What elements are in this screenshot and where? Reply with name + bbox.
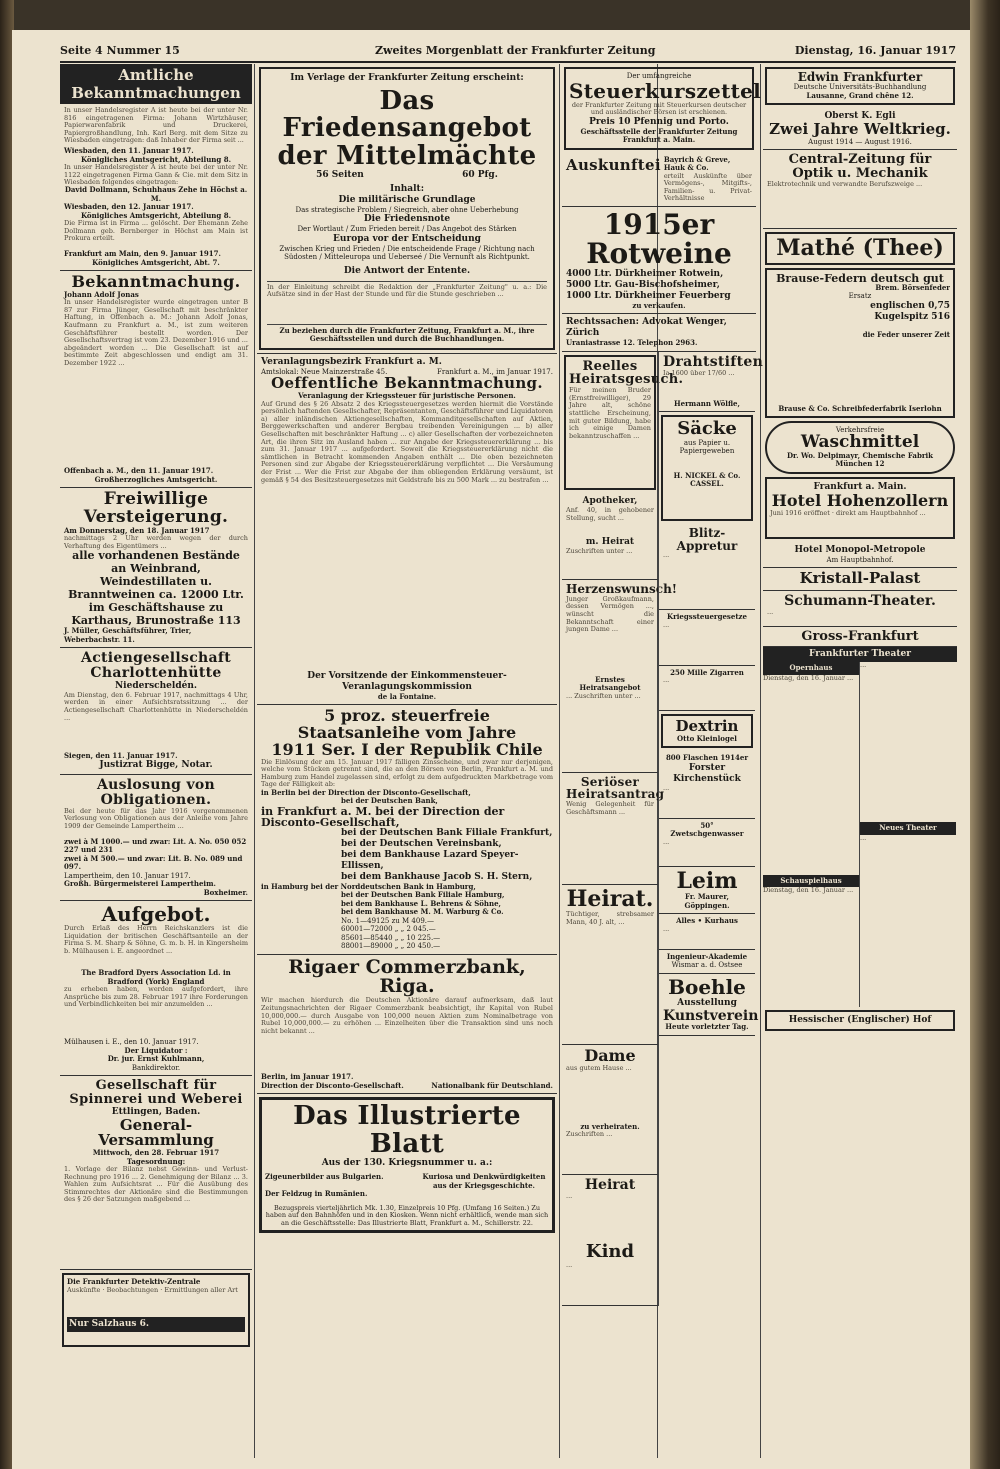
charlottenhuette-signature: Siegen, den 11. Januar 1917. [64, 750, 178, 760]
rigaer-ad: Rigaer Commerzbank, Riga. Wir machen hierdurch die Deutschen Aktionäre darauf aufmerksam, daß laut Zeitungsnachrichten der Rigaer Commerzbank beabsichtigt, ihr Kapital von Rubel 10,000,000.— durch Ausgabe von 100,000 neuen Aktien zum Nominalbetrage von Rubel 10,000,000.— zu erhöhen ... Einzelheiten über die Transaktion sind uns noch nicht bekannt ... Berlin, im Januar 1917. Direction der Disconto-Gesellschaft. Nationalbank für Deutschland. [257, 955, 557, 1095]
friedens-pages: 56 Seiten [316, 169, 364, 180]
ernstes-heiratsangebot: Ernstes Heiratsangebot [579, 674, 641, 693]
forster-kirchenstueck: Forster Kirchenstück [673, 762, 741, 784]
illustrierte-footer: Bezugspreis vierteljährlich Mk. 1.30, Einzelpreis 10 Pfg. (Umfang 16 Seiten.) Zu haben auf den Bahnhöfen und in den Kiosken. Wenn nicht erhältlich, wende man sich an die Geschäftsstelle: Das Illustrierte Blatt, Frankfurt a. M., Schillerstr. 22. [265, 1203, 549, 1227]
boehle-ad [659, 974, 759, 1036]
heirat-4-ad: Heirat ... Kind ... [562, 1175, 658, 1306]
blitz-appretur-ad: Blitz-Appretur ... [659, 524, 755, 610]
amt1-court: Königliches Amtsgericht, Abteilung 8. [80, 154, 232, 164]
steuerkurszettel-ad: Der umfangreiche Steuerkurszettel der Frankfurter Zeitung mit Steuerkursen deutscher und ausländischer Börsen ist erschienen. Preis 10 Pfennig und Porto. Geschäftsstelle der Frankfurter Zeitung Frankfurt a. Main. [564, 67, 754, 150]
zigarren: 250 Mille Zigarren [670, 667, 744, 677]
page-header [60, 44, 956, 62]
section-2: Die Friedensnote [363, 214, 451, 225]
edwin-title: Edwin Frankfurter [797, 70, 923, 84]
hohenzollern-city: Frankfurt a. Main. [813, 481, 907, 492]
auskunftei-title: Auskunftei [566, 155, 661, 174]
inhalt-label: Inhalt: [389, 183, 425, 194]
friedens-price: 60 Pfg. [462, 169, 498, 180]
dextrin: Dextrin [675, 717, 739, 736]
generalversammlung-title: General-Versammlung [98, 1115, 214, 1150]
verlag-line: Im Verlage der Frankfurter Zeitung erscheint: [290, 73, 524, 83]
veranlagung-place: Amtslokal: Neue Mainzerstraße 45. [261, 367, 388, 376]
dextrin-ad [661, 714, 753, 748]
rechtssachen: Rechtssachen: Advokat Wenger, Zürich [566, 317, 727, 339]
heiratsgesuch-title: Reelles Heiratsgesuch. [569, 358, 684, 388]
brause-footer: Brause & Co. Schreibfederfabrik Iserlohn [778, 404, 942, 414]
edwin-sub: Deutsche Universitäts-Buchhandlung [793, 83, 927, 91]
chile-bank-10: bei dem Bankhause L. Behrens & Söhne, [341, 898, 501, 908]
column-divider [254, 64, 255, 1458]
rigaer-title: Rigaer Commerzbank, Riga. [288, 955, 526, 998]
boehle-sub: Ausstellung [677, 997, 737, 1008]
spinnerei-ad: Gesellschaft für Spinnerei und Weberei Ettlingen, Baden. General-Versammlung Mittwoch, den 28. Februar 1917 Tagesordnung: 1. Vorlage der Bilanz nebst Gewinn- und Verlust-Rechnung pro 1916 ... 2. Genehmigung der Bilanz ... 3. Wahlen zum Aufsichtsrat ... Für die Ausübung des Stimmrechtes der Aktionäre sind die Bestimmungen des § 26 der Satzungen maßgebend ... [60, 1076, 252, 1270]
chile-bank-2: bei der Deutschen Bank, [341, 796, 438, 806]
flaschen: 800 Flaschen 1914er [665, 753, 749, 763]
saecke-ad [661, 415, 753, 521]
bekanntmachung-court: Großherzogliches Amtsgericht. [94, 474, 218, 484]
illustrierte-item-3: Der Feldzug in Rumänien. [265, 1189, 368, 1198]
brause-line-4: die Feder unserer Zeit [862, 329, 950, 339]
charlottenhuette-sub: Niederscheldén. [114, 680, 198, 691]
chile-bank-6: bei dem Bankhause Lazard Speyer-Ellissen, [341, 849, 519, 871]
ingenieur-akademie: Ingenieur-Akademie [666, 951, 748, 961]
detektiv-ad: Die Frankfurter Detektiv-Zentrale Auskünfte · Beobachtungen · Ermittlungen aller Art Nur Salzhaus 6. [62, 1273, 250, 1347]
brause-line-1: Brem. Börsenfeder [875, 282, 950, 292]
detektiv-title: Die Frankfurter Detektiv-Zentrale [67, 1277, 201, 1287]
kristall-palast-ad [763, 568, 957, 591]
herzenswunsch-ad: Herzenswunsch! Junger Großkaufmann, dessen Vermögen ..., wünscht die Bekanntschaft einer jungen Dame ... Ernstes Heiratsangebot ... Zuschriften unter ... [562, 580, 658, 773]
heirat-4: Heirat [584, 1177, 636, 1194]
liquidator-role: Bankdirektor. [131, 1063, 181, 1072]
section-1: Die militärische Grundlage [338, 194, 476, 205]
illustrierte-blatt-ad [259, 1097, 555, 1233]
heirat-3-ad: Heirat. Tüchtiger, strebsamer Mann, 40 J. alt, ... [562, 885, 658, 1045]
egli-ad [763, 108, 957, 150]
auslosung-org: Großh. Bürgermeisterei Lampertheim. [64, 879, 216, 889]
versteigerung-ad: Freiwillige Versteigerung. Am Donnerstag, den 18. Januar 1917 nachmittags 2 Uhr werden wegen der durch Verhaftung des Eigentümers ... alle vorhandenen Bestände an Weinbrand, Weindestillaten u. Branntweinen ca. 12000 Ltr. im Geschäftshause zu Karthaus, Brunostraße 113 J. Müller, Geschäftsführer, Trier, Weberbachstr. 11. [60, 488, 252, 648]
bekanntmachung-signature: Offenbach a. M., den 11. Januar 1917. [64, 466, 214, 476]
header-center: Zweites Morgenblatt der Frankfurter Zeitung [375, 44, 656, 57]
leim: Leim [676, 867, 738, 894]
section-3-sub: Zwischen Krieg und Frieden / Die entscheidende Frage / Richtung nach Südosten / Mitteleuropa und Ueberseé / Die Vernunft als Richtpunkt. [279, 244, 535, 262]
brause-title: Brause-Federn deutsch gut [776, 271, 944, 285]
chile-bank-1: in Berlin bei der Direction der Disconto-Gesellschaft, [261, 787, 471, 797]
steuer-pre: Der umfangreiche [626, 72, 692, 80]
dame-ad: Dame aus gutem Hause ... zu verheiraten. Zuschriften ... [562, 1045, 658, 1175]
kind: Kind [585, 1240, 635, 1262]
chile-num-3: 85601—85440 „ „ 10 225.— [341, 933, 441, 942]
amtliche-notice-1: In unser Handelsregister A ist heute bei der unter Nr. 816 eingetragenen Firma: Johann Wirtzhäuser, Papierwarenfabrik und Druckerei, Papiergroßhandlung, Inh. Karl Berg. mit dem Sitze zu Wiesbaden eingetragen: daß Inhaber der Firma seit ... Wiesbaden, den 11. Januar 1917. Königliches Amtsgericht, Abteilung 8. In unser Handelsregister A ist heute bei der unter Nr. 1122 eingetragenen Firma Gann & Cie. mit dem Sitz in Wiesbaden folgendes eingetragen: David Dollmann, Schuhhaus Zehe in Höchst a. M. Wiesbaden, den 12. Januar 1917. Königliches Amtsgericht, Abteilung 8. Die Firma ist in Firma ... gelöscht. Der Ehemann Zehe Dollmann geb. Bernberger in Höchst am Main ist Prokura erteilt. Frankfurt am Main, den 9. Januar 1917. Königliches Amtsgericht, Abt. 7. [60, 104, 252, 271]
brause-federn-ad [765, 268, 955, 418]
auskunftei-ad: Auskunftei Bayrich & Greve, Hauk & Co. erteilt Auskünfte über Vermögens-, Mitgifts-, Familien- u. Privat-Verhältnisse [562, 153, 756, 207]
auslosung-name: Boxheimer. [203, 887, 248, 897]
brause-line-3: Kugelspitz 516 [874, 311, 950, 322]
rotweine-line-2: 5000 Ltr. Gau-Bischofsheimer, [566, 279, 720, 290]
aufgebot-firm: The Bradford Dyers Association Ld. in Bradford (York) England [81, 968, 231, 986]
mathe: Mathé (Thee) [776, 234, 944, 261]
rigaer-signature: Berlin, im Januar 1917. [261, 1072, 354, 1082]
section-1-sub: Das strategische Problem / Siegreich, aber ohne Ueberhebung [295, 205, 519, 214]
charlottenhuette-ad: Actiengesellschaft Charlottenhütte Niederscheldén. Am Dienstag, den 6. Februar 1917, nachmittags 4 Uhr, werden in einer Aufsichtsratssitzung ... der Actiengesellschaft Charlottenhütte in Niederscheldén ... Siegen, den 11. Januar 1917. Justizrat Bigge, Notar. [60, 648, 252, 775]
aufgebot-ad: Aufgebot. Durch Erlaß des Herrn Reichskanzlers ist die Liquidation der britischen Geschäftsanteile an der Firma S. M. Sharp & Söhne, G. m. b. H. in Kingersheim b. Mülhausen i. E. angeordnet ... The Bradford Dyers Association Ld. in Bradford (York) England zu erheben haben, werden aufgefordert, ihre Ansprüche bis zum 28. Februar 1917 ihre Forderungen und Verbindlichkeiten bei mir anzumelden ... Mülhausen i. E., den 10. Januar 1917. Der Liquidator : Dr. jur. Ernst Kuhlmann, Bankdirektor. [60, 901, 252, 1076]
chile-anleihe-ad: 5 proz. steuerfreie Staatsanleihe vom Jahre 1911 Ser. I der Republik Chile Die Einlösung der am 15. Januar 1917 fälligen Zinsscheine, und zwar nur derjenigen, welche vom Stücken getrennt sind, die an den Börsen von Berlin, Frankfurt a. M. und Hamburg zum Handel zugelassen sind, erfolgt zu dem aufgedruckten Markbetrage vom Tage der Fälligkeit ab: in Berlin bei der Direction der Disconto-Gesellschaft, bei der Deutschen Bank, in Frankfurt a. M. bei der Direction der Disconto-Gesellschaft, bei der Deutschen Bank Filiale Frankfurt, bei der Deutschen Vereinsbank, bei dem Bankhause Lazard Speyer-Ellissen, bei dem Bankhause Jacob S. H. Stern, in Hamburg bei der Norddeutschen Bank in Hamburg, bei der Deutschen Bank Filiale Hamburg, bei dem Bankhause L. Behrens & Söhne, bei dem Bankhause M. M. Warburg & Co. No. 1—49125 zu M 409.— 60001—72000 „ „ 2 045.— 85601—85440 „ „ 10 225.— 88001—89000 „ „ 20 450.— [257, 705, 557, 954]
illustrierte-item-1: Zigeunerbilder aus Bulgarien. [265, 1172, 384, 1181]
amt1-signature-2: Wiesbaden, den 12. Januar 1917. [64, 202, 194, 211]
rechtssachen-ad [562, 314, 756, 352]
charlottenhuette-title: Actiengesellschaft Charlottenhütte [81, 650, 231, 682]
column-divider [760, 64, 761, 1458]
ingenieur-place: Wismar a. d. Ostsee [671, 961, 743, 970]
aufgebot-signature: Mülhausen i. E., den 10. Januar 1917. [64, 1038, 199, 1047]
brause-line-2: englischen 0,75 [870, 300, 950, 311]
kriegssteuergesetze-ad: Kriegssteuergesetze ... [659, 610, 755, 666]
blitz-appretur: Blitz-Appretur [676, 526, 738, 553]
liquidator-label: Der Liquidator : [124, 1045, 188, 1055]
hessischer-hof: Hessischer (Englischer) Hof [788, 1015, 932, 1026]
kriegssteuergesetze: Kriegssteuergesetze [667, 612, 747, 622]
header-rule [60, 61, 956, 63]
saecke-sub: aus Papier u. Papiergeweben [679, 438, 735, 456]
egli-title: Zwei Jahre Weltkrieg. [769, 120, 951, 138]
rotweine-line-3: 1000 Ltr. Dürkheimer Feuerberg [566, 290, 731, 301]
heirat-3: Heirat. [566, 885, 654, 912]
oeffentliche-sig-title: Der Vorsitzende der Einkommensteuer-Veranlagungskommission [307, 670, 507, 692]
page-edge [970, 0, 1000, 1469]
heiratsgesuch-ad: Reelles Heiratsgesuch. Für meinen Bruder (Ernstfreiwilliger), 29 Jahre alt, schöne stattliche Erscheinung, mit guter Bildung, habe ich einige Damen bekanntzuschaffen ... [564, 355, 656, 490]
egli-dates: August 1914 — August 1916. [808, 137, 912, 146]
leim-ad [659, 867, 755, 914]
versteigerung-text: alle vorhandenen Bestände an Weinbrand, Weindestillaten u. Branntweinen ca. 12000 Ltr. im Geschäftshause zu Karthaus, Brunostraße 113 [68, 549, 244, 628]
gross-frankfurt: Gross-Frankfurt [801, 628, 919, 644]
chile-bank-4: bei der Deutschen Bank Filiale Frankfurt, [341, 827, 553, 838]
amt1-firm: David Dollmann, Schuhhaus Zehe in Höchst a. M. [64, 185, 248, 203]
chile-bank-11: bei dem Bankhause M. M. Warburg & Co. [341, 907, 504, 917]
illustrierte-item-2: Kuriosa und Denkwürdigkeiten aus der Kriegsgeschichte. [422, 1172, 546, 1190]
charlottenhuette-notar: Justizrat Bigge, Notar. [99, 760, 213, 771]
hohenzollern-ad: Frankfurt a. Main. Hotel Hohenzollern Juni 1916 eröffnet · direkt am Hauptbahnhof ... [765, 477, 955, 539]
versteigerung-date: Am Donnerstag, den 18. Januar 1917 [64, 525, 210, 535]
leim-firm: Fr. Maurer, Göppingen. [684, 892, 730, 910]
ingenieur-akademie-ad [659, 950, 755, 974]
illustrierte-sub: Aus der 130. Kriegsnummer u. a.: [321, 1158, 493, 1168]
veranlagung-date: Frankfurt a. M., im Januar 1917. [437, 367, 553, 376]
kurhaus-ad: Alles • Kurhaus ... [659, 914, 755, 950]
rechtssachen-address: Uraniastrasse 12. Telephon 2963. [566, 338, 698, 348]
friedensangebot-ad: Im Verlage der Frankfurter Zeitung erscheint: Das Friedensangebot der Mittelmächte 56 Seiten 60 Pfg. Inhalt: Die militärische Grundlage Das strategische Problem / Siegreich, aber ohne Ueberhebung Die Friedensnote Der Wortlaut / Zum Frieden bereit / Das Angebot des Stärken Europa vor der Entscheidung Zwischen Krieg und Frieden / Die entscheidende Frage / Richtung nach Südosten / Mitteleuropa und Ueberseé / Die Vernunft als Richtpunkt. Die Antwort der Entente. In der Einleitung schreibt die Redaktion der „Frankfurter Zeitung" u. a.: Die Aufsätze sind in der Hast der Stunde und für die Stunde geschrieben ... Zu beziehen durch die Frankfurter Zeitung, Frankfurt a. M., ihre Geschäftsstellen und durch die Buchhandlungen. [259, 67, 555, 350]
zwetschgenwasser: 50° Zwetschgenwasser [670, 820, 744, 839]
rigaer-signature-3: Nationalbank für Deutschland. [431, 1080, 553, 1090]
steuer-price: Preis 10 Pfennig und Porto. [589, 116, 729, 127]
section-4: Die Antwort der Entente. [343, 265, 471, 276]
schumann-theater-ad: Schumann-Theater. ... [763, 591, 957, 627]
chile-bank-9: bei der Deutschen Bank Filiale Hamburg, [341, 890, 505, 900]
serioser-heiratsantrag: Seriöser Heiratsantrag [566, 774, 665, 802]
waschmittel-firm: Dr. Wo. Delpimayr, Chemische Fabrik [786, 450, 934, 460]
auslosung-signature: Lampertheim, den 10. Januar 1917. [64, 871, 191, 880]
hessischer-hof-ad [765, 1010, 955, 1031]
bekanntmachung-title: Bekanntmachung. [71, 272, 241, 291]
zentral-zeitung-ad: Central-Zeitung für Optik u. Mechanik Elektrotechnik und verwandte Berufszweige ... [763, 150, 957, 228]
tagesordnung-label: Tagesordnung: [126, 1156, 186, 1166]
auslosung-lit-b: zwei à M 500.— und zwar: Lit. B. No. 089 und 097. [64, 853, 243, 872]
amt1-signature: Wiesbaden, den 11. Januar 1917. [64, 146, 194, 155]
egli-author: Oberst K. Egli [824, 111, 896, 121]
friedens-title-1: Das Friedensangebot [282, 86, 532, 144]
waschmittel-pre: Verkehrsfreie [835, 425, 885, 434]
rotweine-year: 1915er [603, 208, 715, 242]
veranlagung-notice: Veranlagungsbezirk Frankfurt a. M. Amtslokal: Neue Mainzerstraße 45. Frankfurt a. M., im Januar 1917. Oeffentliche Bekanntmachung. Veranlagung der Kriegssteuer für juristische Personen. Auf Grund des § 26 Absatz 2 des Kriegssteuergesetzes werden hiermit die Vorstände persönlich haftenden Gesellschafter, Repräsentanten, Geschäftsführer und Liquidatoren a) aller inländischen Aktiengesellschaften, Kommanditgesellschaften auf Aktien, Berggewerkschaften und anderer Bergbau treibenden Vereinigungen ... b) aller Gesellschaften mit beschränkter Haftung ... c) aller Gesellschaften der vorbezeichneten Art, die ihren Sitz im Ausland haben ... zur Angabe der Kriegssteuererklärung ... bis zum 31. Januar 1917 ... aufgefordert. Soweit die Kriegssteuererklärung nicht die sämtlichen in Betracht kommenden Angaben enthält ... Die oben bezeichneten Personen sind zur Abgabe der Kriegssteuererklärung verpflichtet ... Die Versäumung der Frist ... Wer die Frist zur Abgabe der ihm obliegenden Erklärung versäumt, ist gemäß § 54 des Besitzsteuergesetzes mit Geldstrafe bis zu 500 Mark ... zu bestrafen ... Der Vorsitzende der Einkommensteuer-Veranlagungskommission de la Fontaine. [257, 353, 557, 705]
dextrin-firm: Otto Kleinlogel [677, 733, 737, 743]
versteigerung-signature: J. Müller, Geschäftsführer, Trier, Weberbachstr. 11. [64, 626, 192, 644]
steuer-footer: Geschäftsstelle der Frankfurter Zeitung Frankfurt a. Main. [580, 126, 738, 145]
kurhaus: Alles • Kurhaus [676, 916, 738, 926]
mathe-ad [765, 232, 955, 265]
zentral-zeitung: Central-Zeitung für Optik u. Mechanik [788, 152, 932, 181]
saecke-firm: H. NICKEL & Co. CASSEL. [673, 470, 741, 489]
saecke: Säcke [677, 418, 737, 440]
column-1 [60, 64, 252, 1458]
spinnerei-place: Ettlingen, Baden. [111, 1106, 201, 1117]
column-2 [257, 64, 557, 1458]
drahtstiften-firm: Hermann Wölfle, [674, 398, 740, 408]
bekanntmachung-firm: Johann Adolf Jonas [64, 289, 139, 299]
detektiv-address: Nur Salzhaus 6. [67, 1317, 245, 1332]
edwin-address: Lausanne, Grand chêne 12. [806, 90, 914, 100]
oeffentliche-sig-name: de la Fontaine. [377, 691, 437, 701]
rotweine-line-1: 4000 Ltr. Dürkheimer Rotwein, [566, 268, 724, 279]
monopol-sub: Am Hauptbahnhof. [826, 555, 894, 564]
hohenzollern-title: Hotel Hohenzollern [771, 490, 949, 510]
heirat-2: m. Heirat [585, 537, 635, 548]
column-divider [559, 64, 560, 1458]
header-left: Seite 4 Nummer 15 [60, 44, 180, 57]
bekanntmachung-notice: Bekanntmachung. Johann Adolf Jonas In unser Handelsregister wurde eingetragen unter B 87 zur Firma Jünger, Gesellschaft mit beschränkter Haftung, in Offenbach a. M.: Johann Adolf Jonas, Kaufmann zu Frankfurt a. M., ist zum weiteren Geschäftsführer bestellt worden. Der Gesellschaftsvertrag ist vom 23. Dezember 1916 und ... abgeändert worden ... Die Gesellschaft ist auf bestimmte Zeit abgeschlossen und endigt am 31. Dezember 1922 ... Offenbach a. M., den 11. Januar 1917. Großherzogliches Amtsgericht. [60, 271, 252, 488]
monopol-title: Hotel Monopol-Metropole [794, 544, 926, 555]
chile-bank-5: bei der Deutschen Vereinsbank, [341, 838, 502, 849]
brause-ersatz: Ersatz [848, 292, 872, 301]
boehle: Boehle [668, 974, 746, 999]
rigaer-signature-2: Direction der Disconto-Gesellschaft. [261, 1080, 404, 1090]
header-right: Dienstag, 16. Januar 1917 [794, 44, 956, 57]
friedens-title-2: der Mittelmächte [277, 140, 537, 171]
monopol-ad [763, 542, 957, 569]
chile-title-1: 5 proz. steuerfreie Staatsanleihe vom Jahre [297, 706, 517, 742]
waschmittel-ad [765, 421, 955, 474]
herzenswunsch: Herzenswunsch! [566, 582, 678, 597]
spinnerei-title: Gesellschaft für Spinnerei und Weberei [69, 1078, 243, 1107]
zigarren-ad: 250 Mille Zigarren ... [659, 666, 755, 712]
gross-frankfurt-ad [763, 627, 957, 648]
serioser-heiratsantrag-ad: Seriöser Heiratsantrag Wenig Gelegenheit für Geschäftsmann ... [562, 773, 658, 885]
dame: Dame [584, 1046, 636, 1065]
chile-bank-8: in Hamburg bei der Norddeutschen Bank in Hamburg, [261, 881, 476, 891]
column-5: Edwin Frankfurter Deutsche Universitäts-Buchhandlung Lausanne, Grand chêne 12. Oberst K. Egli Zwei Jahre Weltkrieg. August 1914 — August 1916. Central-Zeitung für Optik u. Mechanik Elektrotechnik und verwandte Berufszweige ... Mathé (Thee) Brause-Federn deutsch gut Brem. Börsenfeder Ersatz englischen 0,75 Kugelspitz 516 die Feder unserer Zeit Brause & Co. Schreibfederfabrik Iserlohn Verkehrsfreie Waschmittel Dr. Wo. Delpimayr, Chemische Fabrik München 12 Frankfurt a. Main. Hotel Hohenzollern Juni 1916 eröffnet · direkt am Hauptbahnhof ... Hotel Monopol-Metropole Am Hauptbahnhof. Kristall-Palast Schumann-Theater. ... Gross-Frankfurt Frankfurter Theater Opernhaus Dienstag, den 16. Januar ... Schauspielhaus Dienstag, den 16. Januar ... ... Neues Theater ... Hessischer (Englischer) Hof [763, 64, 957, 1458]
steuer-title: Steuerkurszettel [569, 78, 762, 103]
chile-bank-3: in Frankfurt a. M. bei der Direction der Disconto-Gesellschaft, [261, 804, 505, 829]
chile-bank-7: bei dem Bankhause Jacob S. H. Stern, [341, 871, 533, 882]
apotheker-ad: Apotheker, Anf. 40, in gehobener Stellung, sucht ... m. Heirat Zuschriften unter ... [562, 493, 658, 580]
amtliche-title: Amtliche Bekanntmachungen [60, 64, 252, 104]
rotweine-ad [562, 207, 756, 314]
chile-num-1: No. 1—49125 zu M 409.— [341, 916, 435, 925]
versteigerung-title: Freiwillige Versteigerung. [83, 489, 229, 528]
liquidator-name: Dr. jur. Ernst Kuhlmann, [107, 1054, 205, 1064]
aufgebot-title: Aufgebot. [101, 902, 211, 927]
edwin-frankfurter-ad [765, 67, 955, 105]
neues-theater-header: Neues Theater [860, 822, 956, 835]
forster-ad: 800 Flaschen 1914er Forster Kirchenstück ... [659, 751, 755, 819]
kristall-palast: Kristall-Palast [799, 569, 921, 588]
section-3: Europa vor der Entscheidung [333, 233, 481, 244]
opernhaus-header: Opernhaus [763, 662, 859, 675]
generalversammlung-date: Mittwoch, den 28. Februar 1917 [92, 1148, 220, 1158]
schauspielhaus-header: Schauspielhaus [763, 875, 859, 888]
illustrierte-title: Das Illustrierte Blatt [293, 1101, 521, 1159]
auslosung-lit-a: zwei à M 1000.— und zwar: Lit. A. No. 050 052 227 und 231 [64, 836, 247, 855]
auslosung-ad: Auslosung von Obligationen. Bei der heute für das Jahr 1916 vorgenommenen Verlosung von Obligationen aus der Anleihe vom Jahre 1909 der Gemeinde Lampertheim ... zwei à M 1000.— und zwar: Lit. A. No. 050 052 227 und 231 zwei à M 500.— und zwar: Lit. B. No. 089 und 097. Lampertheim, den 10. Januar 1917. Großh. Bürgermeisterei Lampertheim. Boxheimer. [60, 775, 252, 901]
chile-num-4: 88001—89000 „ „ 20 450.— [341, 942, 441, 951]
section-2-sub: Der Wortlaut / Zum Frieden bereit / Das Angebot des Stärken [297, 225, 517, 234]
boehle-footer: Heute vorletzter Tag. [665, 1022, 749, 1032]
kunstverein: Kunstverein [663, 1007, 759, 1024]
drahtstiften: Drahtstiften [663, 353, 764, 370]
chile-title-2: 1911 Ser. I der Republik Chile [271, 739, 543, 759]
veranlagung-title: Veranlagungsbezirk Frankfurt a. M. [261, 356, 442, 367]
schumann-theater: Schumann-Theater. [784, 593, 936, 610]
column-3 [562, 64, 764, 1458]
auskunftei-firm: Bayrich & Greve, Hauk & Co. [663, 154, 731, 173]
waschmittel-place: München 12 [835, 459, 885, 469]
chile-num-2: 60001—72000 „ „ 2 045.— [341, 925, 436, 934]
amt1-court-3: Königliches Amtsgericht, Abt. 7. [92, 257, 220, 267]
apotheker: Apotheker, [582, 496, 638, 507]
rotweine-title: Rotweine [586, 237, 732, 271]
waschmittel-title: Waschmittel [800, 432, 920, 453]
amt1-court-2: Königliches Amtsgericht, Abteilung 8. [80, 210, 232, 220]
amt1-signature-3: Frankfurt am Main, den 9. Januar 1917. [64, 249, 221, 258]
drahtstiften-ad: Drahtstiften Ia 1600 über 17/60 ... Hermann Wölfle, [659, 352, 755, 412]
oeffentliche-title: Oeffentliche Bekanntmachung. [271, 374, 543, 393]
verheiraten: zu verheiraten. [580, 1121, 640, 1131]
verlag-footer: Zu beziehen durch die Frankfurter Zeitung, Frankfurt a. M., ihre Geschäftsstellen und durch die Buchhandlungen. [267, 324, 547, 344]
zwetschgenwasser-ad: 50° Zwetschgenwasser ... [659, 819, 755, 867]
frankfurter-theater-banner: Frankfurter Theater [763, 647, 957, 662]
auslosung-title: Auslosung von Obligationen. [96, 777, 216, 809]
rotweine-line-4: zu verkaufen. [632, 300, 686, 310]
oeffentliche-sub: Veranlagung der Kriegssteuer für juristische Personen. [298, 391, 516, 401]
